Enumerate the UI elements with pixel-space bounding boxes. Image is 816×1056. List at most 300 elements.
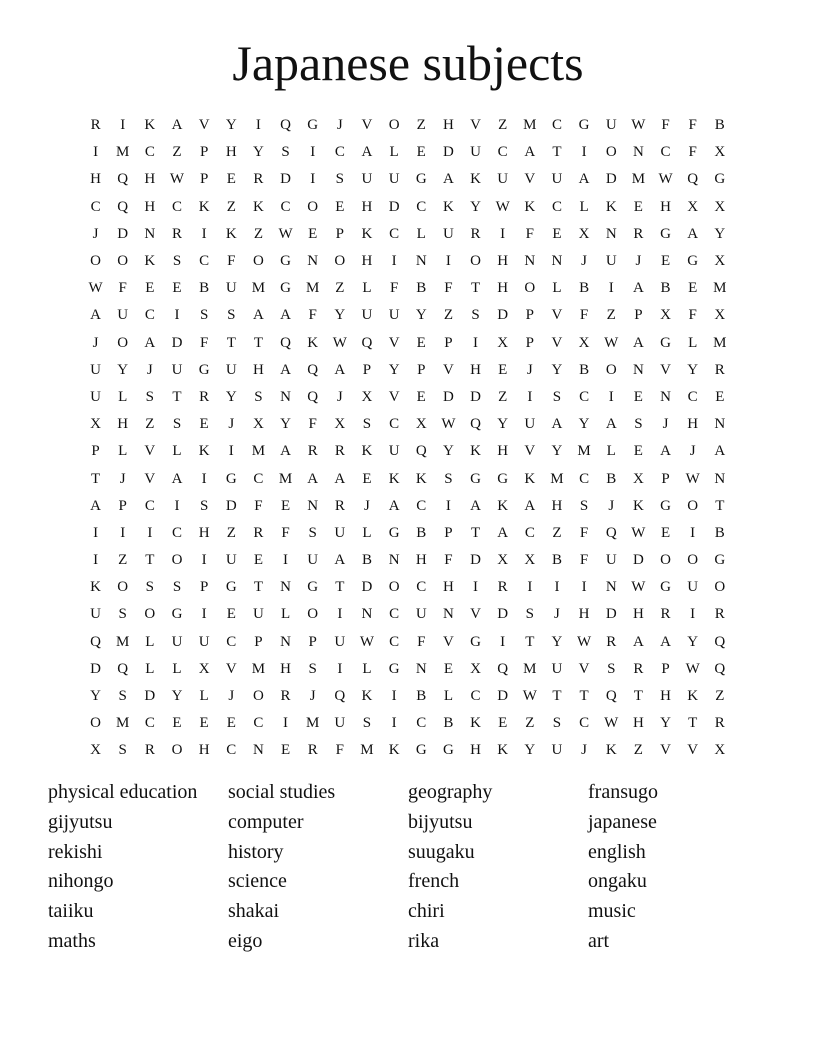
grid-letter: W: [495, 198, 510, 215]
grid-letter: I: [581, 579, 587, 596]
grid-letter: Z: [416, 117, 426, 134]
grid-letter: L: [552, 280, 562, 297]
grid-letter: E: [280, 497, 291, 514]
grid-letter: U: [497, 171, 509, 188]
grid-letter: I: [391, 253, 397, 270]
grid-letter: H: [470, 742, 481, 759]
word-list-item: suugaku: [408, 840, 475, 863]
grid-letter: C: [226, 742, 237, 759]
grid-letter: J: [689, 443, 696, 460]
grid-letter: E: [253, 552, 263, 569]
word-list-item: japanese: [588, 810, 657, 833]
grid-letter: K: [198, 198, 210, 215]
grid-letter: R: [280, 688, 291, 705]
grid-letter: A: [605, 416, 617, 433]
grid-letter: Q: [117, 198, 129, 215]
grid-letter: K: [388, 742, 400, 759]
grid-letter: S: [634, 416, 643, 433]
grid-letter: B: [416, 688, 427, 705]
grid-letter: P: [91, 443, 100, 460]
grid-letter: U: [388, 443, 400, 460]
word-list-item: rekishi: [48, 840, 103, 863]
grid-letter: C: [524, 524, 535, 541]
grid-letter: X: [90, 742, 101, 759]
grid-letter: M: [116, 715, 130, 732]
grid-letter: S: [118, 606, 127, 623]
grid-letter: O: [388, 579, 400, 596]
word-list: [48, 778, 768, 957]
grid-letter: Z: [443, 307, 453, 324]
grid-letter: H: [687, 416, 699, 433]
grid-letter: T: [470, 524, 481, 541]
grid-letter: L: [172, 660, 182, 677]
grid-letter: O: [470, 253, 481, 270]
grid-letter: K: [442, 198, 454, 215]
grid-letter: J: [635, 253, 642, 270]
grid-letter: C: [551, 198, 562, 215]
grid-letter: H: [144, 171, 156, 188]
grid-letter: Y: [470, 198, 481, 215]
grid-letter: V: [388, 388, 400, 405]
grid-row: [82, 194, 734, 221]
grid-letter: Y: [388, 361, 400, 378]
grid-letter: S: [552, 388, 562, 405]
grid-letter: I: [93, 144, 99, 161]
grid-letter: R: [253, 524, 264, 541]
grid-letter: M: [116, 144, 130, 161]
grid-letter: K: [144, 253, 156, 270]
grid-letter: H: [225, 144, 237, 161]
grid-letter: A: [632, 334, 644, 351]
grid-letter: V: [524, 171, 536, 188]
grid-letter: H: [551, 497, 563, 514]
grid-letter: G: [415, 742, 427, 759]
grid-letter: H: [470, 361, 481, 378]
word-list-item: physical education: [48, 781, 198, 803]
grid-letter: C: [144, 307, 155, 324]
grid-letter: U: [551, 171, 563, 188]
grid-letter: I: [120, 117, 126, 134]
grid-letter: U: [90, 388, 101, 405]
grid-letter: C: [551, 117, 562, 134]
grid-letter: L: [416, 225, 426, 242]
grid-letter: S: [444, 470, 453, 487]
grid-letter: D: [632, 552, 644, 569]
grid-row: [82, 737, 734, 764]
grid-letter: A: [252, 307, 264, 324]
grid-letter: A: [144, 334, 156, 351]
grid-letter: R: [334, 443, 345, 460]
grid-letter: R: [90, 117, 101, 134]
grid-letter: F: [444, 280, 453, 297]
grid-letter: O: [687, 552, 699, 569]
grid-letter: C: [389, 416, 400, 433]
grid-letter: L: [118, 388, 128, 405]
grid-letter: Q: [497, 660, 509, 677]
grid-letter: I: [201, 225, 207, 242]
grid-letter: U: [470, 144, 481, 161]
grid-letter: U: [225, 361, 237, 378]
grid-letter: G: [415, 171, 427, 188]
grid-letter: L: [145, 633, 155, 650]
grid-letter: G: [497, 470, 509, 487]
grid-letter: Z: [335, 280, 345, 297]
grid-letter: Q: [714, 660, 726, 677]
grid-letter: D: [225, 497, 237, 514]
grid-letter: G: [388, 524, 400, 541]
grid-letter: J: [581, 742, 588, 759]
grid-letter: N: [632, 144, 644, 161]
grid-letter: M: [306, 280, 320, 297]
grid-letter: W: [631, 117, 646, 134]
grid-letter: I: [527, 388, 533, 405]
grid-letter: F: [227, 253, 236, 270]
grid-letter: H: [361, 198, 373, 215]
grid-letter: P: [308, 633, 317, 650]
grid-letter: F: [118, 280, 127, 297]
grid-letter: D: [497, 606, 509, 623]
grid-letter: R: [606, 633, 617, 650]
grid-letter: O: [660, 552, 671, 569]
grid-letter: N: [524, 253, 536, 270]
grid-letter: O: [117, 253, 129, 270]
grid-letter: U: [388, 307, 400, 324]
grid-row: [82, 275, 734, 302]
grid-letter: C: [389, 633, 400, 650]
grid-letter: T: [525, 633, 535, 650]
grid-letter: P: [199, 144, 209, 161]
grid-letter: Z: [633, 742, 643, 759]
grid-letter: T: [552, 144, 562, 161]
grid-letter: H: [144, 198, 156, 215]
grid-letter: U: [361, 307, 373, 324]
grid-letter: A: [578, 171, 590, 188]
grid-letter: U: [415, 606, 427, 623]
grid-letter: M: [251, 280, 266, 297]
grid-letter: O: [307, 606, 319, 623]
grid-letter: G: [280, 280, 291, 297]
grid-letter: F: [281, 524, 290, 541]
grid-letter: M: [116, 633, 130, 650]
grid-letter: F: [199, 334, 209, 351]
grid-letter: G: [470, 633, 481, 650]
grid-letter: U: [605, 117, 617, 134]
grid-letter: B: [579, 280, 590, 297]
letter-grid: [82, 112, 734, 765]
grid-letter: L: [362, 660, 372, 677]
grid-letter: I: [310, 171, 316, 188]
grid-letter: I: [228, 443, 234, 460]
grid-row: [82, 710, 734, 737]
grid-letter: C: [470, 688, 481, 705]
grid-letter: I: [201, 606, 207, 623]
grid-letter: C: [660, 144, 671, 161]
grid-letter: E: [633, 388, 643, 405]
grid-letter: I: [174, 307, 180, 324]
grid-letter: J: [526, 361, 533, 378]
grid-letter: K: [632, 497, 644, 514]
grid-letter: U: [551, 660, 563, 677]
grid-letter: F: [688, 307, 697, 324]
grid-letter: K: [144, 117, 156, 134]
grid-letter: K: [470, 443, 481, 460]
grid-letter: I: [201, 470, 207, 487]
grid-letter: T: [253, 579, 263, 596]
grid-letter: F: [525, 225, 534, 242]
grid-letter: T: [633, 688, 643, 705]
grid-row: [82, 656, 734, 683]
grid-letter: P: [661, 660, 670, 677]
grid-letter: J: [336, 117, 343, 134]
grid-letter: G: [280, 253, 291, 270]
grid-letter: N: [280, 388, 291, 405]
grid-letter: Q: [415, 443, 427, 460]
grid-letter: E: [416, 144, 426, 161]
grid-row: [82, 520, 734, 547]
grid-letter: B: [199, 280, 210, 297]
grid-letter: H: [90, 171, 101, 188]
grid-row: [82, 302, 734, 329]
grid-letter: C: [416, 198, 427, 215]
grid-letter: S: [145, 579, 155, 596]
grid-letter: K: [307, 334, 319, 351]
grid-letter: I: [93, 524, 99, 541]
grid-letter: U: [334, 715, 346, 732]
grid-letter: H: [442, 117, 454, 134]
grid-letter: D: [470, 552, 481, 569]
grid-letter: O: [605, 144, 617, 161]
grid-letter: Y: [551, 633, 563, 650]
grid-letter: P: [362, 361, 372, 378]
grid-letter: N: [144, 225, 156, 242]
grid-letter: U: [524, 416, 536, 433]
grid-letter: K: [605, 742, 617, 759]
grid-letter: G: [171, 606, 183, 623]
grid-letter: T: [715, 497, 725, 514]
grid-letter: E: [172, 280, 182, 297]
grid-letter: B: [416, 280, 427, 297]
grid-letter: F: [688, 117, 697, 134]
grid-letter: Z: [118, 552, 128, 569]
grid-row: [82, 438, 734, 465]
grid-letter: S: [308, 660, 317, 677]
grid-letter: S: [118, 742, 127, 759]
grid-letter: J: [92, 225, 99, 242]
grid-letter: X: [714, 742, 726, 759]
grid-letter: D: [388, 198, 400, 215]
grid-letter: M: [550, 470, 564, 487]
grid-letter: Y: [578, 416, 590, 433]
grid-letter: H: [497, 253, 509, 270]
grid-letter: C: [579, 388, 590, 405]
grid-letter: R: [334, 497, 345, 514]
grid-letter: O: [524, 280, 536, 297]
grid-letter: W: [332, 334, 347, 351]
grid-letter: M: [631, 171, 646, 188]
grid-letter: Y: [660, 715, 671, 732]
grid-letter: V: [144, 470, 156, 487]
grid-letter: K: [524, 470, 536, 487]
grid-letter: A: [442, 171, 454, 188]
grid-letter: W: [577, 633, 592, 650]
grid-letter: A: [470, 497, 481, 514]
grid-letter: H: [415, 552, 427, 569]
grid-letter: V: [361, 117, 373, 134]
word-list-item: science: [228, 870, 287, 893]
grid-letter: Y: [280, 416, 291, 433]
grid-letter: V: [198, 117, 210, 134]
grid-letter: F: [579, 307, 589, 324]
grid-letter: E: [335, 198, 345, 215]
grid-letter: A: [632, 633, 644, 650]
grid-letter: J: [554, 606, 560, 623]
grid-letter: Y: [334, 307, 346, 324]
grid-letter: F: [417, 633, 426, 650]
grid-letter: I: [554, 579, 560, 596]
grid-letter: O: [388, 117, 400, 134]
grid-letter: K: [605, 198, 617, 215]
grid-letter: I: [174, 497, 180, 514]
grid-letter: C: [253, 715, 264, 732]
grid-letter: F: [335, 742, 344, 759]
grid-letter: M: [713, 280, 727, 297]
grid-letter: D: [171, 334, 183, 351]
grid-letter: U: [361, 171, 373, 188]
grid-letter: Q: [605, 524, 617, 541]
word-list-item: bijyutsu: [408, 810, 473, 833]
grid-letter: E: [443, 660, 453, 677]
grid-letter: N: [415, 660, 427, 677]
grid-letter: O: [252, 253, 264, 270]
grid-letter: Y: [90, 688, 101, 705]
grid-letter: E: [199, 416, 209, 433]
grid-letter: Y: [551, 361, 563, 378]
grid-letter: N: [361, 606, 373, 623]
grid-letter: F: [389, 280, 399, 297]
grid-letter: U: [252, 606, 264, 623]
grid-letter: R: [714, 606, 725, 623]
grid-letter: A: [280, 307, 291, 324]
grid-letter: A: [551, 416, 563, 433]
grid-letter: I: [608, 388, 614, 405]
grid-letter: O: [144, 606, 156, 623]
grid-letter: W: [631, 524, 646, 541]
grid-letter: Y: [687, 633, 699, 650]
grid-letter: R: [470, 225, 481, 242]
word-list-item: art: [588, 929, 610, 952]
grid-letter: D: [605, 171, 617, 188]
grid-letter: E: [552, 225, 562, 242]
grid-letter: W: [278, 225, 293, 242]
grid-letter: U: [90, 361, 101, 378]
grid-letter: I: [201, 552, 207, 569]
grid-letter: T: [226, 334, 236, 351]
grid-letter: V: [660, 742, 671, 759]
grid-letter: F: [308, 307, 317, 324]
grid-letter: M: [278, 470, 293, 487]
grid-letter: H: [198, 524, 210, 541]
grid-letter: J: [228, 688, 235, 705]
grid-letter: C: [253, 470, 264, 487]
grid-row: [82, 601, 734, 628]
grid-letter: G: [660, 334, 671, 351]
word-list-item: history: [228, 840, 284, 863]
grid-letter: K: [361, 225, 373, 242]
grid-letter: E: [633, 443, 643, 460]
grid-letter: A: [660, 443, 671, 460]
grid-letter: L: [172, 443, 182, 460]
grid-letter: Z: [226, 198, 236, 215]
grid-letter: T: [335, 579, 345, 596]
grid-letter: P: [661, 470, 670, 487]
grid-letter: I: [473, 334, 479, 351]
grid-letter: D: [90, 660, 101, 677]
grid-letter: E: [416, 334, 426, 351]
grid-letter: Q: [280, 117, 291, 134]
grid-letter: T: [172, 388, 182, 405]
grid-letter: L: [145, 660, 155, 677]
grid-letter: G: [714, 171, 726, 188]
grid-letter: A: [171, 470, 183, 487]
grid-letter: V: [524, 443, 536, 460]
grid-letter: O: [714, 579, 726, 596]
grid-letter: U: [90, 606, 101, 623]
grid-letter: Q: [90, 633, 101, 650]
word-list-item: ongaku: [588, 870, 647, 893]
grid-letter: G: [442, 742, 454, 759]
grid-letter: E: [498, 361, 508, 378]
word-list-item: fransugo: [588, 781, 658, 803]
grid-letter: H: [117, 416, 129, 433]
grid-letter: V: [551, 307, 563, 324]
grid-letter: F: [661, 117, 670, 134]
grid-letter: Y: [171, 688, 183, 705]
grid-letter: X: [497, 334, 509, 351]
grid-letter: C: [199, 253, 210, 270]
grid-letter: V: [442, 361, 454, 378]
grid-letter: K: [225, 225, 237, 242]
grid-letter: Q: [307, 388, 319, 405]
grid-row: [82, 384, 734, 411]
grid-letter: P: [634, 307, 643, 324]
grid-letter: F: [308, 416, 317, 433]
grid-letter: W: [685, 470, 700, 487]
grid-letter: W: [88, 280, 103, 297]
grid-letter: E: [172, 715, 182, 732]
grid-letter: L: [443, 688, 453, 705]
grid-letter: X: [687, 198, 699, 215]
grid-letter: Q: [307, 361, 319, 378]
grid-letter: K: [497, 742, 509, 759]
grid-letter: Y: [225, 117, 237, 134]
grid-letter: W: [169, 171, 185, 188]
grid-letter: G: [225, 579, 237, 596]
grid-letter: A: [334, 470, 346, 487]
word-list-item: chiri: [408, 900, 445, 923]
grid-letter: O: [334, 253, 346, 270]
grid-letter: Q: [470, 416, 481, 433]
grid-letter: C: [144, 715, 155, 732]
grid-letter: M: [577, 443, 591, 460]
grid-letter: S: [607, 660, 616, 677]
grid-letter: U: [605, 552, 617, 569]
grid-letter: U: [225, 280, 237, 297]
grid-letter: A: [388, 497, 400, 514]
grid-letter: C: [334, 144, 345, 161]
grid-letter: I: [500, 225, 506, 242]
grid-letter: M: [306, 715, 320, 732]
word-list-item: social studies: [228, 781, 336, 803]
